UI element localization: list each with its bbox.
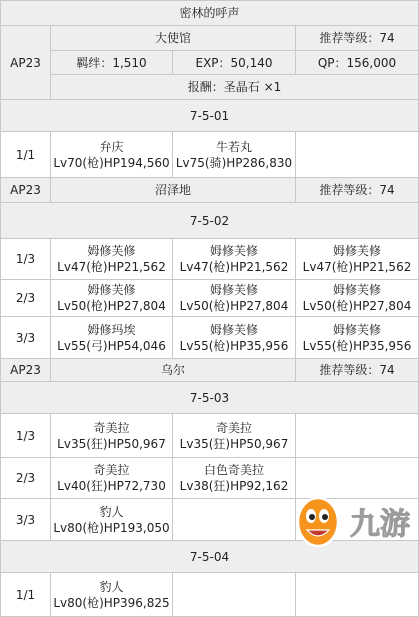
enemy-cell: [51, 239, 173, 280]
wave-row: [1, 317, 419, 359]
wave-row: [1, 414, 419, 458]
ap-cost: AP23: [1, 178, 51, 203]
wave-label: 3/3: [1, 499, 51, 541]
bond-points: 羁绊：1,510: [51, 51, 173, 75]
wave-row: [1, 573, 419, 617]
quest-header-row: [1, 359, 419, 382]
empty-cell: [296, 132, 419, 178]
stage-id: 7-5-03: [1, 382, 419, 414]
quest-header-row: [1, 178, 419, 203]
quest-rewards-row: [1, 51, 419, 75]
enemy-name: 奇美拉: [93, 463, 130, 477]
empty-cell: [173, 499, 296, 541]
empty-cell: [296, 573, 419, 617]
quest-drop-row: [1, 75, 419, 100]
enemy-cell: [51, 317, 173, 359]
enemy-cell: [51, 499, 173, 541]
enemy-name: 姆修芙修: [333, 283, 382, 297]
stage-row: [1, 203, 419, 239]
enemy-stats: Lv70(枪)HP194,560: [53, 155, 170, 170]
enemy-name: 姆修玛埃: [87, 322, 136, 337]
ap-cost: AP23: [1, 26, 51, 100]
enemy-name: 白色奇美拉: [203, 463, 264, 477]
wave-label: 1/1: [1, 573, 51, 617]
enemy-name: 姆修芙修: [87, 283, 136, 297]
wave-row: [1, 132, 419, 178]
wave-label: 3/3: [1, 317, 51, 359]
enemy-stats: Lv35(狂)HP50,967: [57, 436, 166, 451]
enemy-stats: Lv47(枪)HP21,562: [57, 260, 166, 274]
enemy-stats: Lv47(枪)HP21,562: [179, 260, 289, 274]
empty-cell: [296, 414, 419, 458]
recommended-level: 推荐等级：74: [296, 359, 419, 382]
stage-row: [1, 382, 419, 414]
ap-cost: AP23: [1, 359, 51, 382]
recommended-level: 推荐等级：74: [296, 178, 419, 203]
quest-name: 乌尔: [51, 359, 296, 382]
stage-id: 7-5-01: [1, 100, 419, 132]
enemy-cell: [51, 414, 173, 458]
quest-header-row: [1, 26, 419, 51]
enemy-stats: Lv55(枪)HP35,956: [179, 338, 289, 353]
reward-item: 报酬：圣晶石 ×1: [51, 75, 419, 100]
enemy-name: 姆修芙修: [209, 322, 258, 337]
wave-label: 2/3: [1, 458, 51, 499]
quest-name: 沼泽地: [51, 178, 296, 203]
wave-label: 1/3: [1, 414, 51, 458]
quest-name: 大使馆: [51, 26, 296, 51]
enemy-cell: [173, 280, 296, 317]
enemy-stats: Lv50(枪)HP27,804: [302, 299, 412, 313]
title-row: [1, 1, 419, 26]
enemy-name: 姆修芙修: [87, 244, 136, 258]
recommended-level: 推荐等级：74: [296, 26, 419, 51]
enemy-name: 姆修芙修: [209, 244, 258, 258]
enemy-cell: [173, 458, 296, 499]
mascot-icon: [298, 498, 338, 546]
enemy-cell: [173, 239, 296, 280]
enemy-cell: [296, 317, 419, 359]
enemy-stats: Lv80(枪)HP396,825: [53, 595, 170, 610]
enemy-name: 豹人: [99, 504, 124, 519]
enemy-name: 牛若丸: [215, 139, 252, 154]
empty-cell: [173, 573, 296, 617]
enemy-cell: [173, 317, 296, 359]
page-title: 密林的呼声: [1, 1, 419, 26]
wave-row: [1, 280, 419, 317]
stage-row: [1, 100, 419, 132]
wave-row: [1, 239, 419, 280]
qp-reward: QP：156,000: [296, 51, 419, 75]
enemy-name: 奇美拉: [215, 420, 252, 435]
enemy-stats: Lv47(枪)HP21,562: [302, 260, 412, 274]
wave-label: 2/3: [1, 280, 51, 317]
enemy-cell: [51, 280, 173, 317]
enemy-cell: [51, 573, 173, 617]
enemy-stats: Lv38(狂)HP92,162: [179, 479, 289, 493]
enemy-name: 奇美拉: [93, 420, 130, 435]
enemy-stats: Lv75(骑)HP286,830: [175, 155, 293, 170]
watermark-logo: [290, 488, 418, 550]
enemy-stats: Lv35(狂)HP50,967: [179, 436, 289, 451]
enemy-cell: [296, 239, 419, 280]
wave-label: 1/1: [1, 132, 51, 178]
stage-id: 7-5-04: [1, 541, 419, 573]
enemy-stats: Lv55(枪)HP35,956: [302, 338, 412, 353]
enemy-stats: Lv40(狂)HP72,730: [57, 479, 166, 493]
enemy-name: 弁庆: [99, 139, 124, 154]
enemy-stats: Lv50(枪)HP27,804: [179, 299, 289, 313]
enemy-stats: Lv50(枪)HP27,804: [57, 299, 166, 313]
watermark-brand-text: 九游: [350, 507, 410, 542]
enemy-stats: Lv55(弓)HP54,046: [57, 338, 166, 353]
enemy-name: 姆修芙修: [209, 283, 258, 297]
enemy-name: 豹人: [99, 579, 124, 594]
wave-label: 1/3: [1, 239, 51, 280]
stage-id: 7-5-02: [1, 203, 419, 239]
enemy-name: 姆修芙修: [333, 322, 382, 337]
enemy-name: 姆修芙修: [333, 244, 382, 258]
enemy-cell: [51, 458, 173, 499]
enemy-cell: [173, 414, 296, 458]
exp-points: EXP：50,140: [173, 51, 296, 75]
enemy-stats: Lv80(枪)HP193,050: [53, 520, 170, 535]
enemy-cell: [296, 280, 419, 317]
enemy-cell: [51, 132, 173, 178]
enemy-cell: [173, 132, 296, 178]
